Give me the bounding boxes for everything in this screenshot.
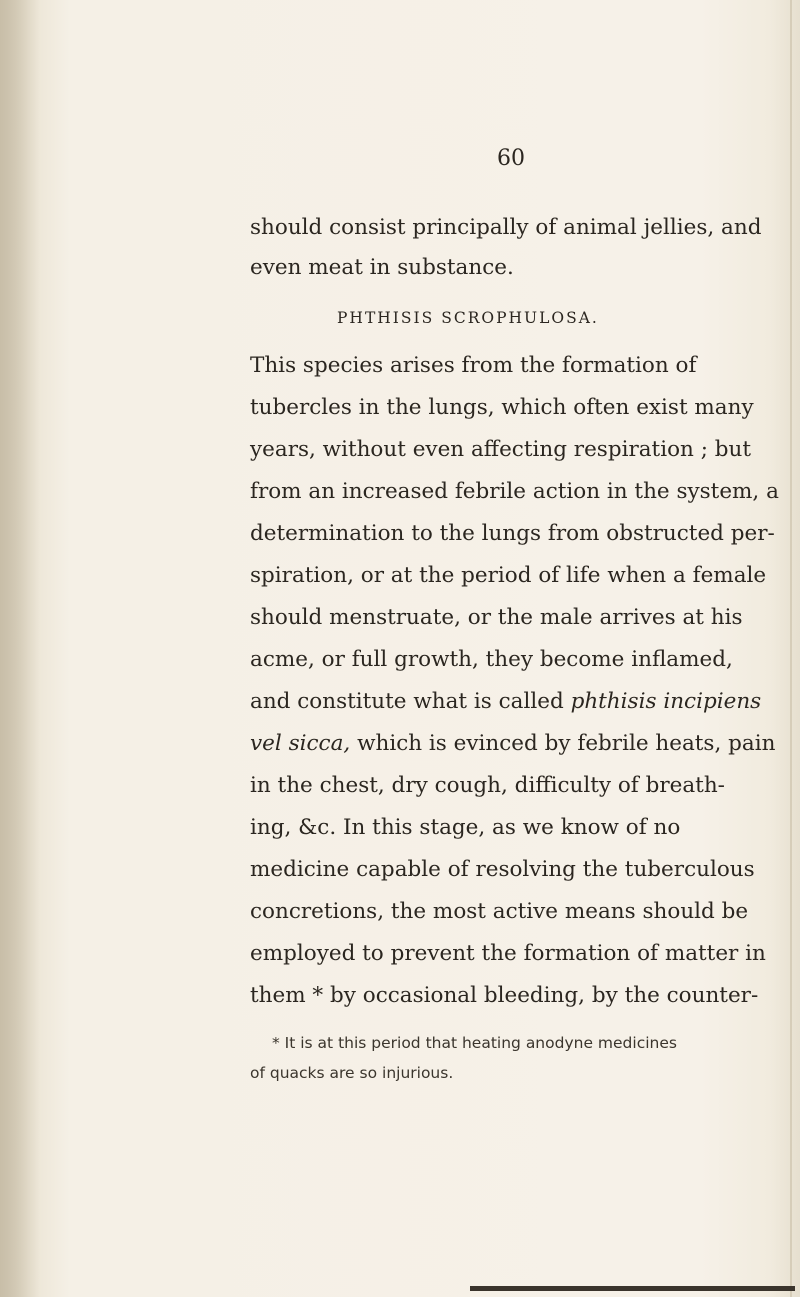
text-line xyxy=(250,687,761,717)
text-line: concretions, the most active means should be xyxy=(250,899,749,924)
text-line: This species arises from the formation of xyxy=(250,353,697,378)
text-span: which is evinced by febrile heats, pain xyxy=(350,731,776,756)
text-line: should menstruate, or the male arrives at his xyxy=(250,605,743,630)
text-line: years, without even affecting respiration ; but xyxy=(250,437,752,462)
text-line: even meat in substance. xyxy=(250,255,514,280)
italic-term: phthisis incipiens xyxy=(570,689,762,714)
section-heading: PHTHISIS SCROPHULOSA. xyxy=(337,309,599,327)
text-line: should consist principally of animal jellies, and xyxy=(250,215,762,240)
footnote-line: of quacks are so injurious. xyxy=(250,1064,454,1082)
italic-term: vel sicca, xyxy=(250,731,351,756)
text-line: ing, &c. In this stage, as we know of no xyxy=(250,815,681,840)
text-line: them * by occasional bleeding, by the counter- xyxy=(250,983,759,1008)
text-line: employed to prevent the formation of matter in xyxy=(250,941,766,966)
text-line xyxy=(250,729,775,759)
text-line: in the chest, dry cough, difficulty of breath- xyxy=(250,773,725,798)
text-line: from an increased febrile action in the system, a xyxy=(250,479,779,504)
text-line: acme, or full growth, they become inflamed, xyxy=(250,647,733,672)
page-edge xyxy=(790,0,792,1297)
page-bottom-edge xyxy=(470,1286,795,1291)
text-line: determination to the lungs from obstructed per- xyxy=(250,521,775,546)
page-spine-shadow xyxy=(0,0,40,1297)
text-line: spiration, or at the period of life when a female xyxy=(250,563,767,588)
page-number: 60 xyxy=(497,146,525,171)
text-line: tubercles in the lungs, which often exist many xyxy=(250,395,754,420)
text-span: and constitute what is called xyxy=(250,689,571,714)
footnote-line: * It is at this period that heating anodyne medicines xyxy=(272,1034,677,1052)
text-line: medicine capable of resolving the tuberculous xyxy=(250,857,755,882)
